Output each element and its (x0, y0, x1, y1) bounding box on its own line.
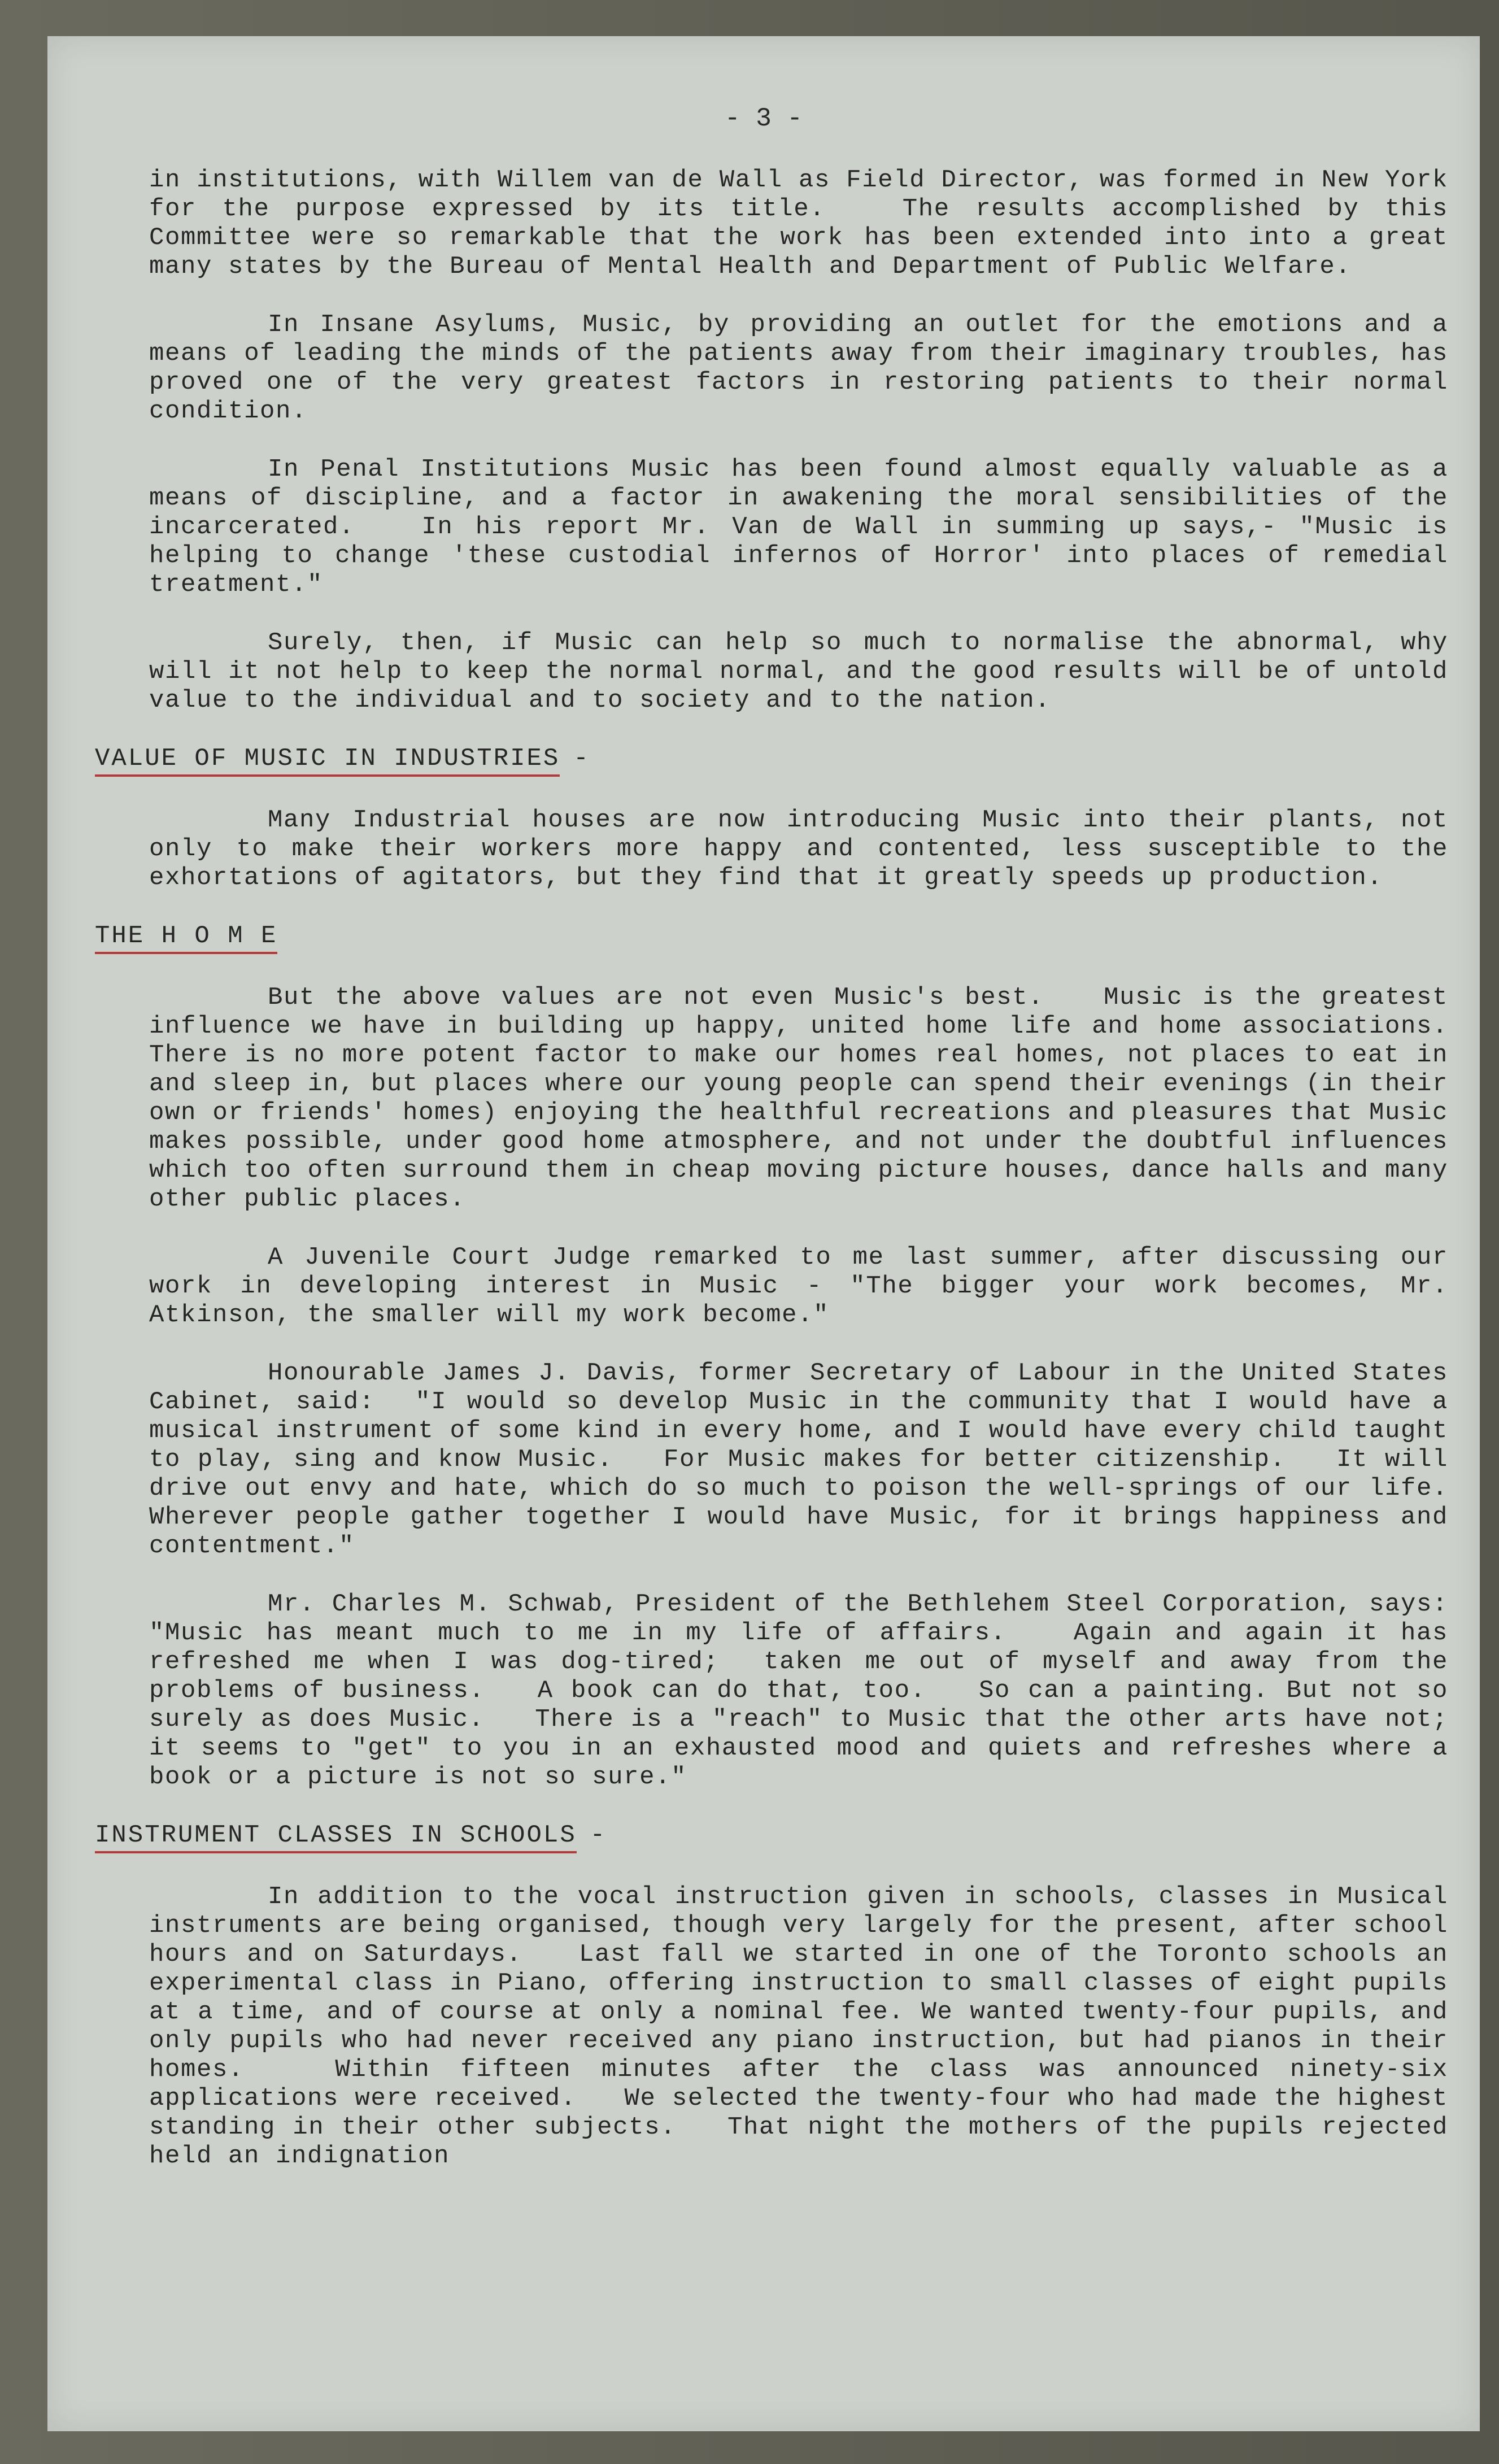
heading-industries-dash: - (573, 745, 590, 773)
heading-schools (95, 1821, 1448, 1853)
paragraph-schools: In addition to the vocal instruction given in schools, classes in Musical instruments are being organised, though very largely for the present, after school hours and on Saturdays. Last fall we started in one of the Toronto schools an experimental class in Piano, offering instruction to small classes of eight pupils at a time, and of course at only a nominal fee. We wanted twenty-four pupils, and only pupils who had never received any piano instruction, but had pianos in their homes. Within fifteen minutes after the class was announced ninety-six applications were received. We selected the twenty-four who had made the highest standing in their other subjects. That night the mothers of the pupils rejected held an indignation (149, 1883, 1465, 2170)
heading-schools-text: INSTRUMENT CLASSES IN SCHOOLS (95, 1821, 577, 1853)
document-body (95, 166, 1496, 2200)
paragraph-home-judge: A Juvenile Court Judge remarked to me last summer, after discussing our work in developing interest in Music - "The bigger your work becomes, Mr. Atkinson, the smaller will my work become." (149, 1243, 1465, 1329)
paragraph-penal-institutions: In Penal Institutions Music has been found almost equally valuable as a means of discipline, and a factor in awakening the moral sensibilities of the incarcerated. In his report Mr. Van de Wall in summing up says,- "Music is helping to change 'these custodial infernos of Horror' into places of remedial treatment." (149, 455, 1465, 599)
heading-industries-text: VALUE OF MUSIC IN INDUSTRIES (95, 745, 560, 777)
paragraph-industries: Many Industrial houses are now introducing Music into their plants, not only to make their workers more happy and contented, less susceptible to the exhortations of agitators, but they find that it greatly speeds up production. (149, 806, 1465, 892)
heading-home (95, 922, 1448, 954)
paragraph-home-davis: Honourable James J. Davis, former Secretary of Labour in the United States Cabinet, said: "I would so develop Music in the community that I would have a musical instrument of some kind in every home, and I would have every child taught to play, sing and know Music. For Music makes for better citizenship. It will drive out envy and hate, which do so much to poison the well-springs of our life. Wherever people gather together I would have Music, for it brings happiness and contentment." (149, 1359, 1496, 1560)
paragraph-normalise: Surely, then, if Music can help so much to normalise the abnormal, why will it not help to keep the normal normal, and the good results will be of untold value to the individual and to society and to the nation. (149, 629, 1465, 715)
paragraph-institutions: in institutions, with Willem van de Wall as Field Director, was formed in New York for the purpose expressed by its title. The results accomplished by this Committee were so remarkable that the work has been extended into into a great many states by the Bureau of Mental Health and Department of Public Welfare. (149, 166, 1465, 281)
paragraph-insane-asylums: In Insane Asylums, Music, by providing an outlet for the emotions and a means of leading the minds of the patients away from their imaginary troubles, has proved one of the very greatest factors in restoring patients to their normal condition. (149, 311, 1465, 425)
heading-schools-dash: - (590, 1821, 606, 1849)
paragraph-home-1: But the above values are not even Music's best. Music is the greatest influence we have in building up happy, united home life and home associations. There is no more potent factor to make our homes real homes, not places to eat in and sleep in, but places where our young people can spend their evenings (in their own or friends' homes) enjoying the healthful recreations and pleasures that Music makes possible, under good home atmosphere, and not under the doubtful influences which too often surround them in cheap moving picture houses, dance halls and many other public places. (149, 983, 1496, 1213)
heading-industries (95, 745, 1448, 777)
page-number: - 3 - (724, 104, 803, 133)
paragraph-home-schwab: Mr. Charles M. Schwab, President of the Bethlehem Steel Corporation, says: "Music has meant much to me in my life of affairs. Again and again it has refreshed me when I was dog-tired; taken me out of myself and away from the problems of business. A book can do that, too. So can a painting. But not so surely as does Music. There is a "reach" to Music that the other arts have not; it seems to "get" to you in an exhausted mood and quiets and refreshes where a book or a picture is not so sure." (149, 1590, 1480, 1791)
document-page (47, 36, 1496, 2431)
heading-home-text: THE H O M E (95, 922, 277, 954)
